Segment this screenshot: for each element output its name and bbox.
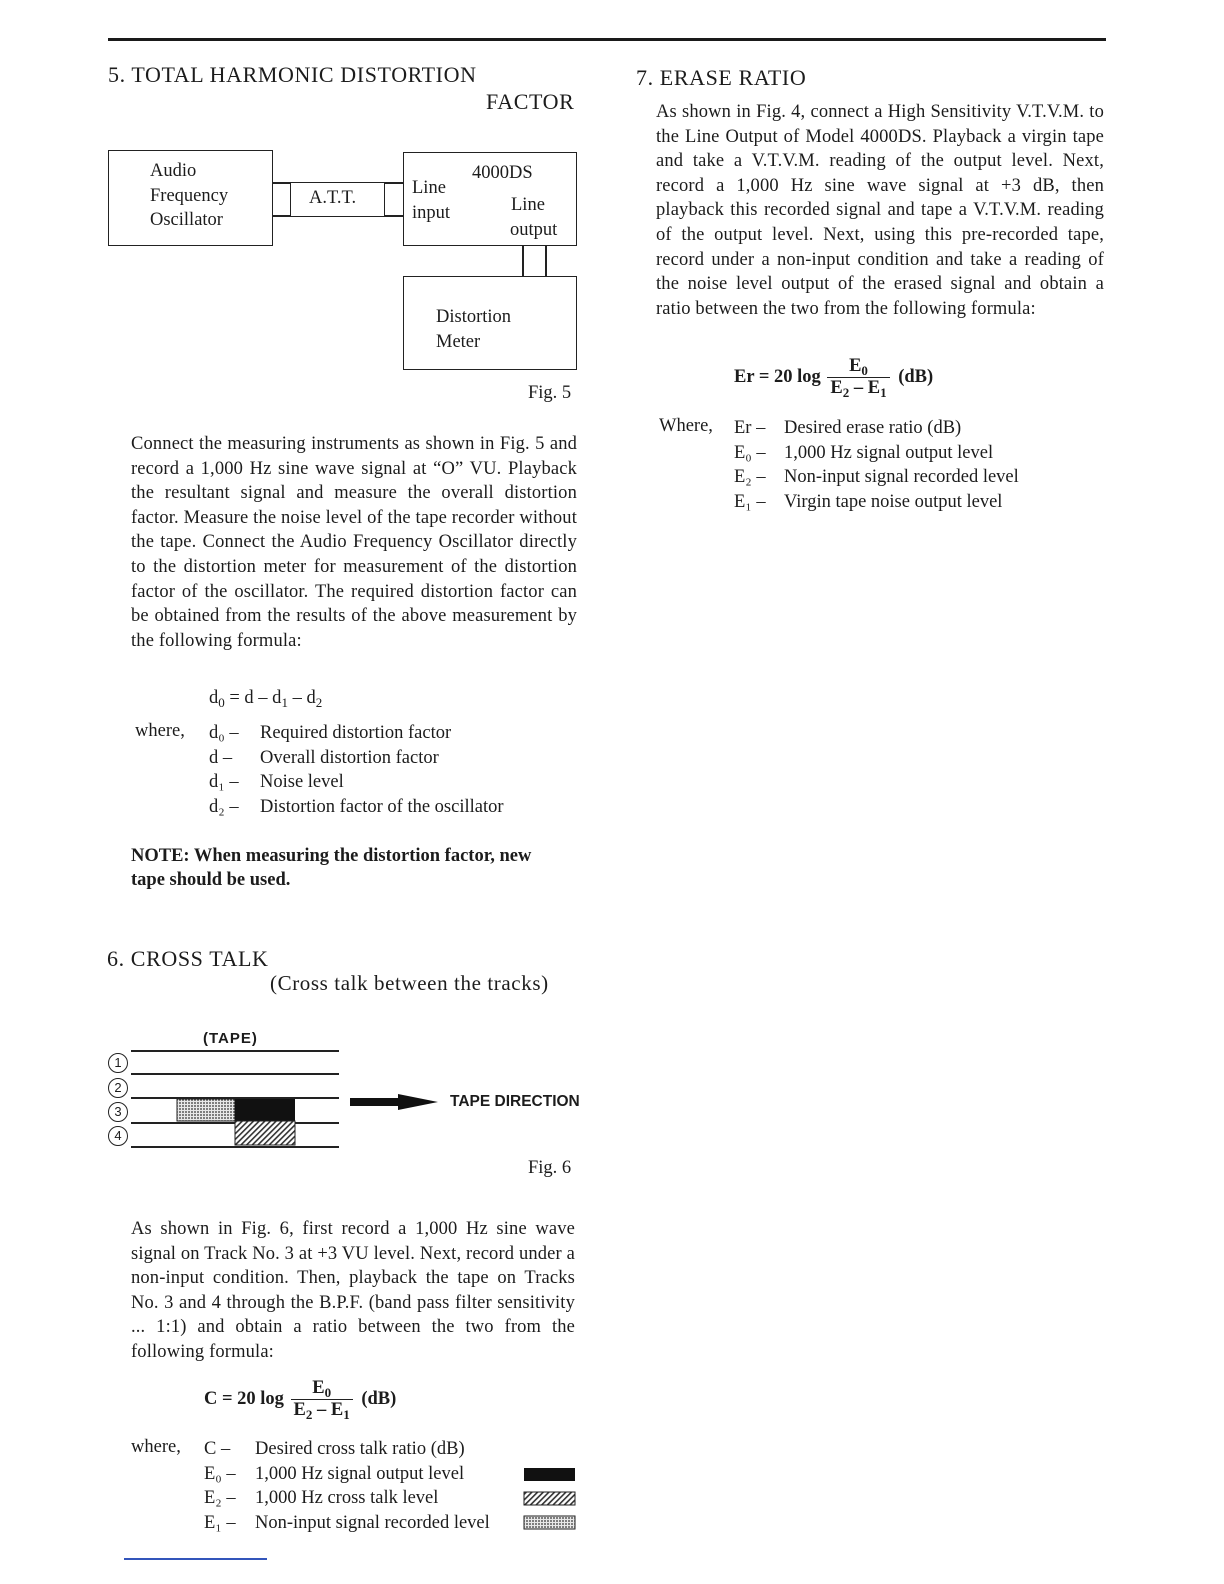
formula-unit: (dB): [361, 1388, 397, 1409]
sec5-definitions: [209, 721, 504, 819]
tape-edge: [131, 1050, 339, 1052]
sec7-formula: [734, 356, 933, 399]
formula-fraction: [291, 1378, 353, 1421]
oscillator-box: [108, 150, 273, 246]
definition-row: [734, 441, 1019, 466]
definition-row: [204, 1486, 490, 1511]
definition-symbol: C –: [204, 1439, 231, 1459]
formula-numerator: $E_0$: [291, 1378, 353, 1400]
track-number-3: 3: [108, 1102, 128, 1122]
connector-line: [545, 246, 547, 277]
definition-row: [734, 465, 1019, 490]
sec6-paragraph: As shown in Fig. 6, first record a 1,000 Hz sine wave signal on Track No. 3 at +3 VU level. Next, record under a non-input condition. Then, playback the tape on Tracks No. 3 and 4 through the B.P.F. (band pass filter sensitivity ... 1:1) and obtain a ratio between the two from the following formula:: [131, 1219, 575, 1362]
definition-text: Required distortion factor: [260, 723, 452, 743]
definition-symbol: E₁ –: [734, 491, 766, 512]
sec6-where: where,: [131, 1437, 181, 1457]
crosstalk-region: [235, 1121, 295, 1145]
definition-row: [209, 795, 504, 820]
oscillator-label-1: Audio: [150, 161, 197, 181]
top-rule: [108, 38, 1106, 41]
legend-non-input-swatch: [524, 1516, 575, 1529]
oscillator-label-3: Oscillator: [150, 210, 223, 230]
note-line-2: tape should be used.: [131, 870, 291, 890]
sec5-heading: 5. TOTAL HARMONIC DISTORTION: [108, 62, 477, 87]
definition-row: [209, 721, 504, 746]
bottom-mark: [124, 1558, 267, 1560]
definition-symbol: E₂ –: [734, 467, 766, 487]
sec6-heading: 6. CROSS TALK: [107, 946, 269, 971]
sec7-where: Where,: [659, 416, 713, 436]
formula-lhs: Er = 20 log: [734, 366, 821, 387]
tape-direction-arrow-icon: [350, 1092, 440, 1112]
meter-label-2: Meter: [436, 332, 481, 352]
att-label: A.T.T.: [309, 188, 357, 208]
track-number-4: 4: [108, 1126, 128, 1146]
definition-text: Noise level: [260, 772, 344, 792]
definition-row: [734, 490, 1019, 515]
sec7-heading: 7. ERASE RATIO: [636, 65, 807, 90]
definition-text: Desired erase ratio (dB): [784, 418, 962, 438]
definition-text: Overall distortion factor: [260, 747, 439, 768]
sec7-paragraph: As shown in Fig. 4, connect a High Sensitivity V.T.V.M. to the Line Output of Model 4000DS. Playback a virgin tape and take a V.T.V.M. reading of the output level. Next, record a 1,000 Hz sine wave signal at +3 dB, then playback this recorded signal and tape a V.T.V.M. reading of the output level. Next, using this pre-recorded tape, record under a non-input condition and take a reading of the noise level output of the erased signal and obtain a ratio between the two from the following formula:: [656, 102, 1104, 319]
track-number-2: 2: [108, 1078, 128, 1098]
definition-row: [204, 1511, 490, 1536]
definition-symbol: E₁ –: [204, 1512, 236, 1533]
deck-box: [403, 152, 577, 246]
definition-symbol: d₂ –: [209, 796, 239, 817]
formula-fraction: [827, 356, 889, 399]
note-line-1: NOTE: When measuring the distortion factor, new: [131, 846, 532, 866]
fig6-caption: Fig. 6: [528, 1158, 572, 1178]
legend-swatches: [523, 1466, 577, 1532]
track-signal-graphic: [170, 1096, 300, 1148]
connector-line: [273, 215, 290, 217]
definition-symbol: d₁ –: [209, 772, 239, 792]
formula-denominator: $E_2 - E_1$: [293, 1400, 350, 1422]
definition-row: [204, 1437, 490, 1462]
definition-row: [209, 770, 504, 795]
track-line: [131, 1073, 339, 1075]
sec5-formula: $d_0 = d - d_1 - d_2$: [209, 688, 323, 710]
line-input-label-2: input: [412, 203, 451, 223]
definition-symbol: E₀ –: [734, 442, 766, 463]
legend-signal-swatch: [524, 1468, 575, 1481]
fig5-caption: Fig. 5: [528, 383, 572, 403]
definition-text: Desired cross talk ratio (dB): [255, 1439, 465, 1459]
definition-row: [734, 416, 1019, 441]
track-number-1: 1: [108, 1053, 128, 1073]
legend-crosstalk-swatch: [524, 1492, 575, 1505]
sec6-definitions: [204, 1437, 490, 1535]
tape-label: (TAPE): [203, 1030, 258, 1047]
definition-text: Distortion factor of the oscillator: [260, 796, 504, 817]
connector-line: [385, 215, 404, 217]
sec6-formula: [204, 1378, 396, 1421]
distortion-meter-box: [403, 276, 577, 370]
sec7-definitions: [734, 416, 1019, 514]
signal-recorded-region: [235, 1099, 295, 1121]
sec6-subheading: (Cross talk between the tracks): [270, 971, 549, 995]
non-input-recorded-region: [177, 1099, 235, 1121]
definition-symbol: E₀ –: [204, 1463, 236, 1484]
meter-label-1: Distortion: [436, 307, 512, 327]
sec5-heading-cont: FACTOR: [486, 89, 575, 114]
definition-row: [209, 746, 504, 771]
definition-symbol: Er –: [734, 418, 766, 438]
line-input-label-1: Line: [412, 178, 446, 198]
definition-text: 1,000 Hz signal output level: [784, 442, 994, 463]
oscillator-label-2: Frequency: [150, 186, 229, 206]
definition-text: Non-input signal recorded level: [255, 1512, 490, 1533]
definition-row: [204, 1462, 490, 1487]
formula-unit: (dB): [898, 366, 934, 387]
sec5-paragraph: Connect the measuring instruments as shown in Fig. 5 and record a 1,000 Hz sine wave signal at “O” VU. Playback the resultant signal and measure the overall distortion factor. Measure the noise level of the tape recorder without the tape. Connect the Audio Frequency Oscillator directly to the distortion meter for measurement of the distortion factor of the oscillator. The required distortion factor can be obtained from the results of the above measurement by the following formula:: [131, 434, 577, 651]
deck-model-label: 4000DS: [472, 163, 533, 183]
connector-line: [522, 246, 524, 277]
line-output-label-2: output: [510, 220, 558, 240]
definition-symbol: E₂ –: [204, 1488, 236, 1508]
att-box: [290, 182, 385, 217]
definition-symbol: d₀ –: [209, 723, 239, 743]
formula-numerator: $E_0$: [827, 356, 889, 378]
connector-line: [385, 182, 404, 184]
definition-text: Virgin tape noise output level: [784, 491, 1003, 512]
tape-direction-label: TAPE DIRECTION: [450, 1093, 580, 1110]
definition-text: 1,000 Hz signal output level: [255, 1463, 465, 1484]
sec5-where: where,: [135, 721, 185, 741]
definition-text: Non-input signal recorded level: [784, 467, 1019, 487]
connector-line: [273, 182, 290, 184]
formula-denominator: $E_2 - E_1$: [830, 378, 887, 400]
definition-text: 1,000 Hz cross talk level: [255, 1488, 439, 1508]
line-output-label-1: Line: [511, 195, 545, 215]
formula-lhs: C = 20 log: [204, 1388, 284, 1409]
definition-symbol: d –: [209, 747, 233, 768]
